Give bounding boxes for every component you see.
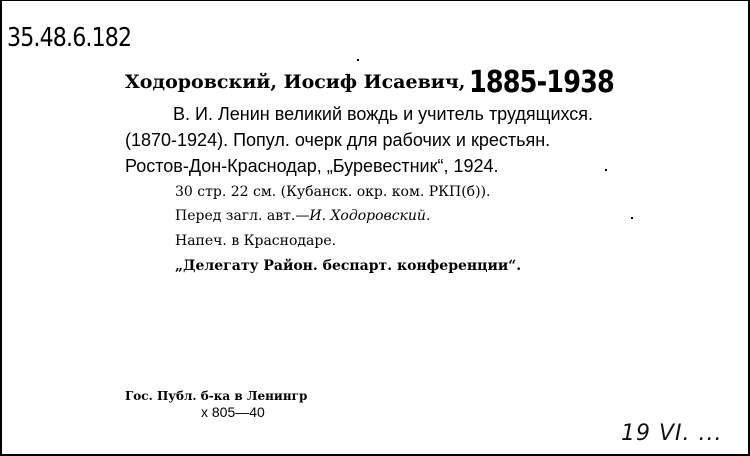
author-years: 1885-1938 bbox=[469, 65, 614, 100]
shelfmark: 35.48.6.182 bbox=[7, 23, 132, 53]
note-before-title-prefix: Перед загл. авт.— bbox=[175, 208, 310, 224]
corner-note: 19 VI. ... bbox=[621, 421, 723, 446]
card-edge-left bbox=[0, 0, 2, 456]
author-heading: Ходоровский, Иосиф Исаевич, bbox=[125, 71, 466, 93]
note-printed: Напеч. в Краснодаре. bbox=[175, 233, 337, 249]
call-number: х 805—40 bbox=[201, 404, 265, 420]
imprint-line: Ростов-Дон-Краснодар, „Буревестник“, 1924. bbox=[125, 156, 499, 176]
note-before-title-name: И. Ходоровский. bbox=[309, 208, 431, 224]
title-line-2: (1870-1924). Попул. очерк для рабочих и крестьян. bbox=[125, 130, 551, 150]
collation-line: 30 стр. 22 см. (Кубанск. окр. ком. РКП(б)). bbox=[175, 184, 491, 200]
ink-speck bbox=[631, 217, 633, 219]
ink-speck bbox=[605, 169, 607, 171]
ink-speck bbox=[357, 59, 359, 61]
note-before-title bbox=[175, 208, 430, 224]
note-dedication: „Делегату Район. беспарт. конференции“. bbox=[175, 258, 522, 274]
library-stamp: Гос. Публ. б-ка в Ленингр bbox=[125, 389, 308, 403]
title-line-1: В. И. Ленин великий вождь и учитель трудящихся. bbox=[173, 104, 594, 124]
